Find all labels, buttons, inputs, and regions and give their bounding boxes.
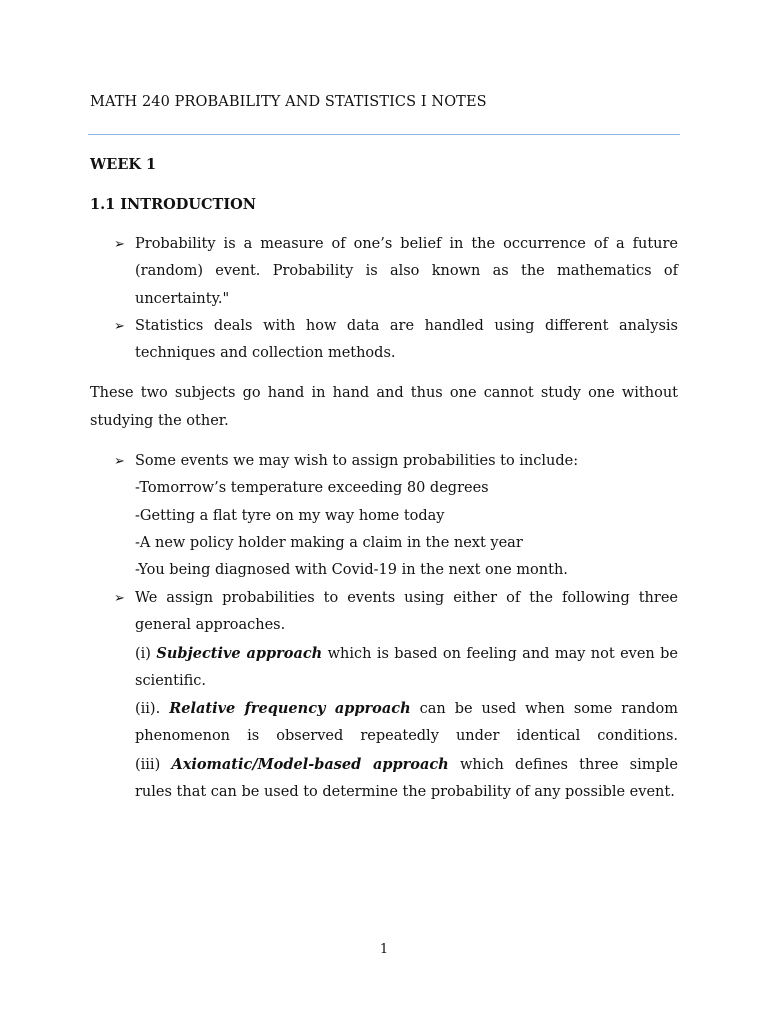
approaches-intro: We assign probabilities to events using either of the following three general approaches. <box>135 590 678 634</box>
events-intro: Some events we may wish to assign probabilities to include: <box>135 453 579 469</box>
bullet-text: Statistics deals with how data are handled using different analysis techniques and collection methods. <box>135 318 678 362</box>
bullet-text: Probability is a measure of one’s belief in the occurrence of a future (random) event. Probability is also known as the mathematics of uncertainty." <box>135 236 678 307</box>
bullet-body <box>135 585 678 806</box>
document-title: MATH 240 PROBABILITY AND STATISTICS I NOTES <box>90 94 487 110</box>
approach-subjective <box>135 640 678 696</box>
approach-term: Axiomatic/Model-based approach <box>171 755 449 773</box>
approach-text: which defines three simple rules that can be used to determine the probability of any possible event. <box>135 756 678 801</box>
approach-axiomatic <box>135 751 678 807</box>
approach-text: can be used when some random phenomenon is observed repeatedly under identical conditions. <box>135 701 678 745</box>
event-example: -You being diagnosed with Covid-19 in the next one month. <box>135 562 568 579</box>
event-example: -A new policy holder making a claim in the next year <box>135 534 523 551</box>
approach-term: Relative frequency approach <box>169 700 411 718</box>
arrow-bullet-icon: ➢ <box>114 591 125 606</box>
bullet-item-statistics <box>114 313 678 368</box>
event-example: -Tomorrow’s temperature exceeding 80 degrees <box>135 480 489 497</box>
approach-text: which is based on feeling and may not even be scientific. <box>135 645 679 689</box>
page-number: 1 <box>379 942 389 957</box>
bullet-item-events <box>114 448 678 584</box>
approach-relative-frequency <box>135 695 678 751</box>
arrow-bullet-icon: ➢ <box>114 454 125 469</box>
week-heading: WEEK 1 <box>90 156 157 173</box>
bullet-item-probability <box>114 231 678 313</box>
event-example: -Getting a flat tyre on my way home today <box>135 507 445 524</box>
approach-prefix: (ii). <box>135 701 170 718</box>
approach-prefix: (i) <box>135 645 157 662</box>
arrow-bullet-icon: ➢ <box>114 319 125 334</box>
bullet-item-approaches <box>114 585 678 806</box>
approach-term: Subjective approach <box>156 644 323 662</box>
header-rule <box>88 134 680 135</box>
section-heading: 1.1 INTRODUCTION <box>90 196 256 213</box>
body-paragraph: These two subjects go hand in hand and thus one cannot study one without studying the other. <box>90 385 678 429</box>
approach-prefix: (iii) <box>135 756 172 773</box>
arrow-bullet-icon: ➢ <box>114 237 125 252</box>
bullet-body <box>135 448 678 584</box>
